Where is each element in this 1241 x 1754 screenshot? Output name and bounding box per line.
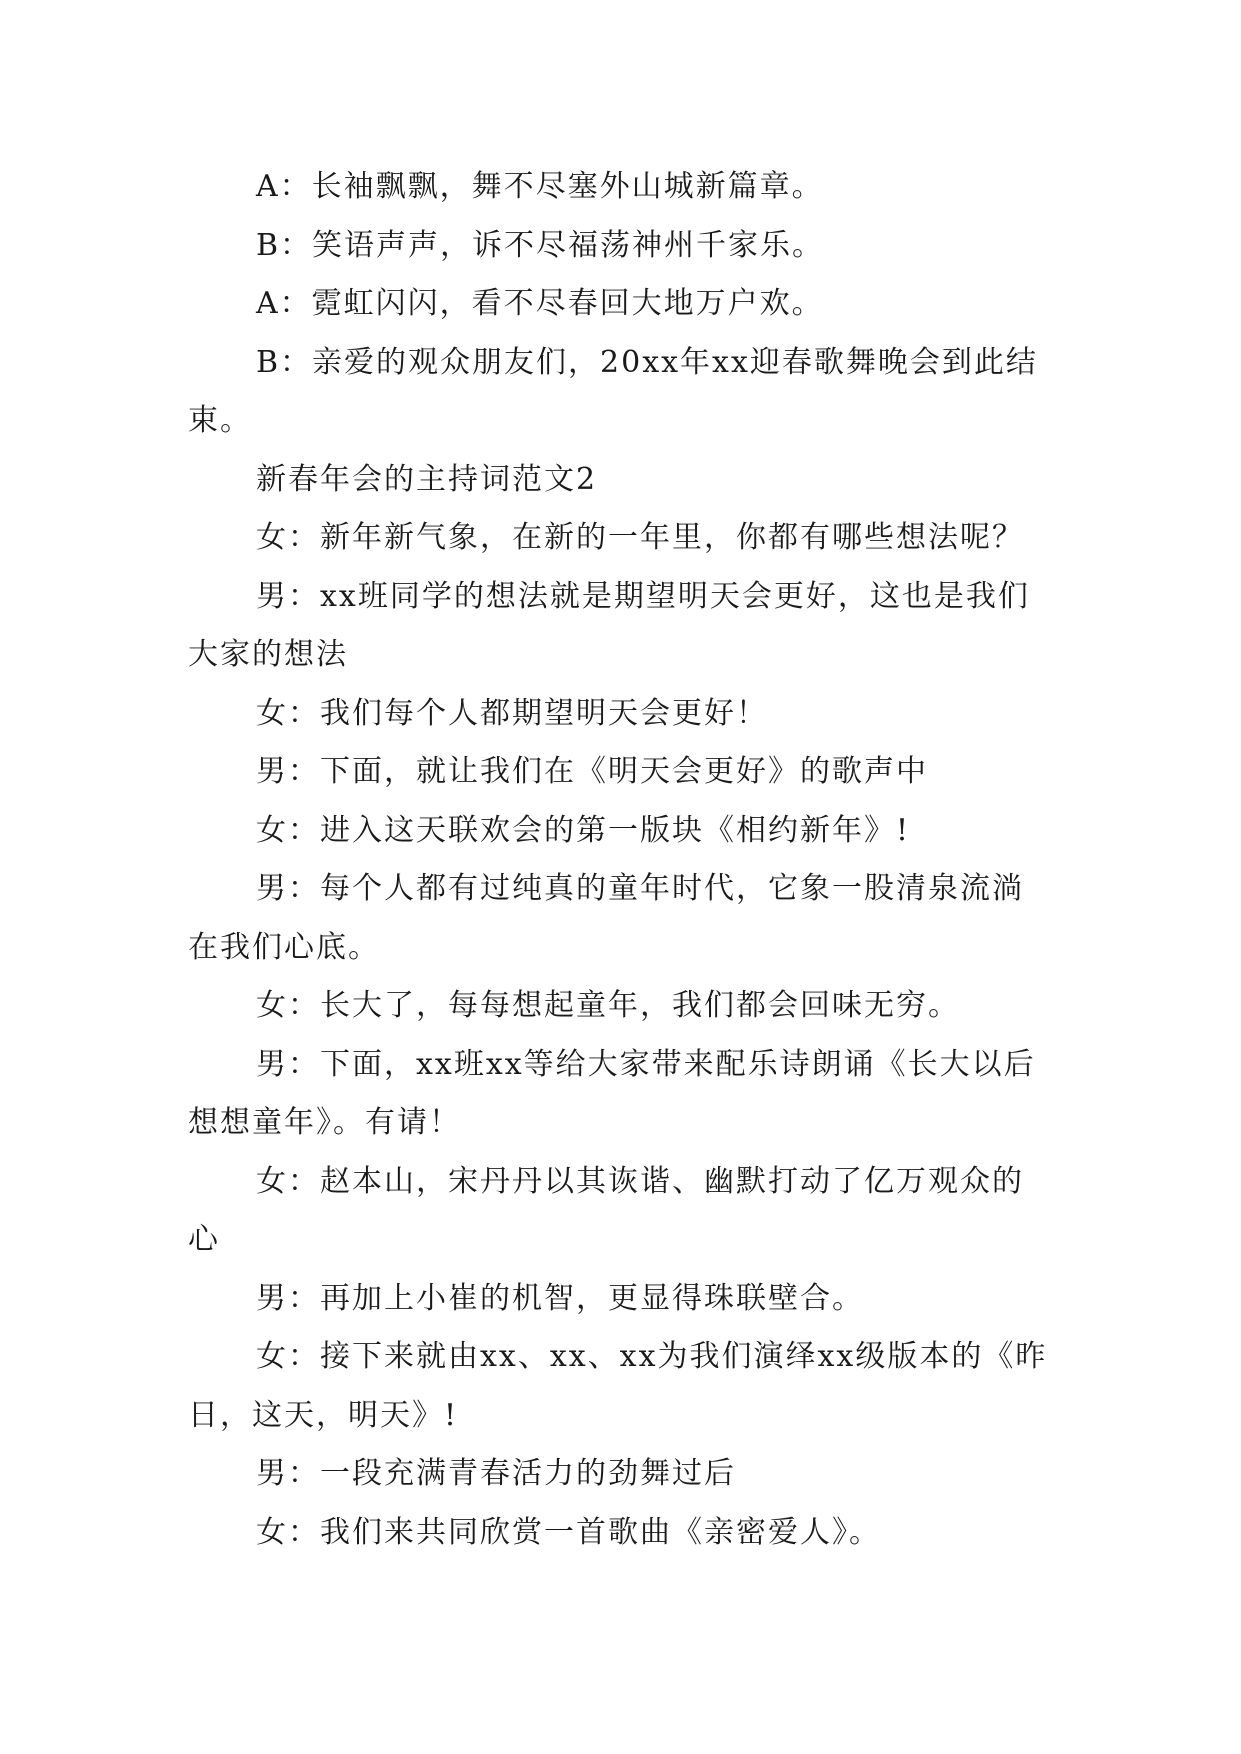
dialogue-line: 女：我们来共同欣赏一首歌曲《亲密爱人》。 [256,1514,881,1550]
dialogue-line: 女：接下来就由xx、xx、xx为我们演绎xx级版本的《昨日，这天，明天》! [188,1339,1048,1433]
dialogue-line: B：笑语声声，诉不尽福荡神州千家乐。 [256,227,825,263]
dialogue-line: 女：新年新气象，在新的一年里，你都有哪些想法呢？ [256,520,1024,555]
document-body [188,158,1053,1562]
section-heading: 新春年会的主持词范文2 [256,461,598,497]
dialogue-line: B：亲爱的观众朋友们，20xx年xx迎春歌舞晚会到此结束。 [188,344,1038,438]
dialogue-line: 男：xx班同学的想法就是期望明天会更好，这也是我们大家的想法 [188,578,1030,672]
dialogue-line: 男：下面，xx班xx等给大家带来配乐诗朗诵《长大以后想想童年》。有请！ [188,1046,1036,1140]
dialogue-line: 男：每个人都有过纯真的童年时代，它象一股清泉流淌在我们心底。 [188,871,1024,965]
dialogue-line: 女：进入这天联欢会的第一版块《相约新年》! [256,812,911,848]
dialogue-line: 男：下面，就让我们在《明天会更好》的歌声中 [256,754,928,789]
dialogue-line: 女：赵本山，宋丹丹以其诙谐、幽默打动了亿万观众的心 [188,1163,1024,1257]
dialogue-line: 女：长大了，每每想起童年，我们都会回味无穷。 [256,988,960,1023]
dialogue-line: 男：一段充满青春活力的劲舞过后 [256,1456,736,1491]
dialogue-line: 女：我们每个人都期望明天会更好！ [256,695,768,731]
dialogue-line: A：长袖飘飘，舞不尽塞外山城新篇章。 [256,169,824,204]
dialogue-line: A：霓虹闪闪，看不尽春回大地万户欢。 [256,286,824,321]
dialogue-line: 男：再加上小崔的机智，更显得珠联壁合。 [256,1280,864,1316]
